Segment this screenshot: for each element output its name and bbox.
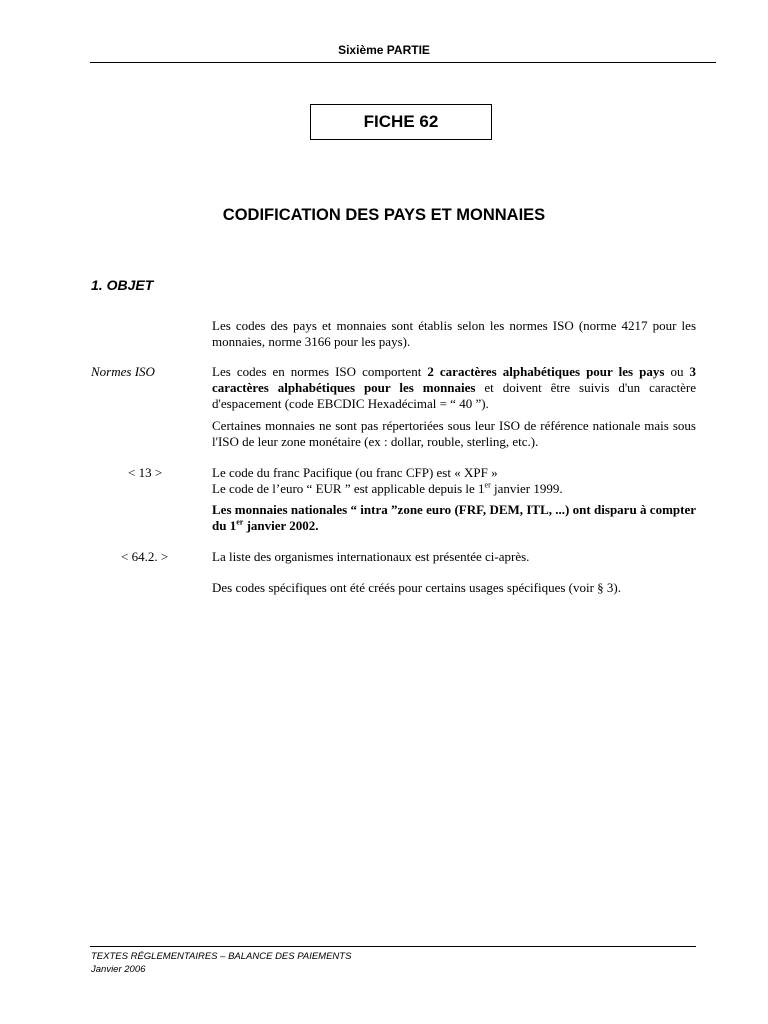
- text-bold-segment: 2 caractères alphabétiques pour les pays: [427, 364, 665, 379]
- margin-note-normes-iso: Normes ISO: [91, 364, 155, 379]
- text-line: Le code du franc Pacifique (ou franc CFP) est « XPF »: [212, 465, 498, 480]
- text-segment: Le code de l’euro “ EUR ” est applicable depuis le 1: [212, 481, 485, 496]
- text-segment: Les codes en normes ISO comportent: [212, 364, 428, 379]
- paragraph-euro-zone-notice: [212, 502, 696, 534]
- fiche-label: FICHE 62: [363, 112, 439, 131]
- header-part-title: Sixième PARTIE: [338, 43, 430, 57]
- paragraph-specific-codes: Des codes spécifiques ont été créés pour certains usages spécifiques (voir § 3).: [212, 580, 621, 595]
- text-segment: janvier 1999.: [490, 481, 563, 496]
- text-segment: Les monnaies nationales “ intra ”zone euro (FRF, DEM, ITL, ...) ont disparu à compter du 1: [212, 502, 696, 533]
- section-heading: 1. OBJET: [91, 277, 154, 293]
- text-segment: ou: [664, 364, 690, 379]
- paragraph-iso-codes: [212, 364, 696, 412]
- text-bold-segment: 3 caractères alphabétiques pour les monnaies: [212, 364, 697, 395]
- footer-divider: [90, 946, 696, 947]
- text-line: [212, 481, 696, 497]
- fiche-label-box: [310, 104, 492, 140]
- footer-date: Janvier 2006: [91, 964, 146, 975]
- superscript: er: [484, 480, 491, 490]
- margin-ref-64-2: < 64.2. >: [121, 549, 169, 564]
- paragraph-organisations-list: La liste des organismes internationaux est présentée ci-après.: [212, 549, 530, 564]
- text-segment: et doivent être suivis d'un caractère d'espacement (code EBCDIC Hexadécimal = “ 40 ”).: [212, 380, 696, 411]
- document-title: CODIFICATION DES PAYS ET MONNAIES: [222, 206, 546, 224]
- paragraph-iso-norms: Les codes des pays et monnaies sont établis selon les normes ISO (norme 4217 pour les monnaies, norme 3166 pour les pays).: [212, 318, 696, 349]
- superscript: er: [236, 517, 244, 527]
- paragraph-xpf-eur: [212, 465, 696, 497]
- header-divider: [90, 62, 716, 63]
- footer-title: TEXTES RÉGLEMENTAIRES – BALANCE DES PAIEMENTS: [91, 951, 352, 962]
- margin-ref-13: < 13 >: [128, 465, 163, 480]
- paragraph-currency-zones: Certaines monnaies ne sont pas répertoriées sous leur ISO de référence nationale mais sous l'ISO de leur zone monétaire (ex : dollar, rouble, sterling, etc.).: [212, 418, 696, 449]
- text-segment: janvier 2002.: [243, 518, 319, 533]
